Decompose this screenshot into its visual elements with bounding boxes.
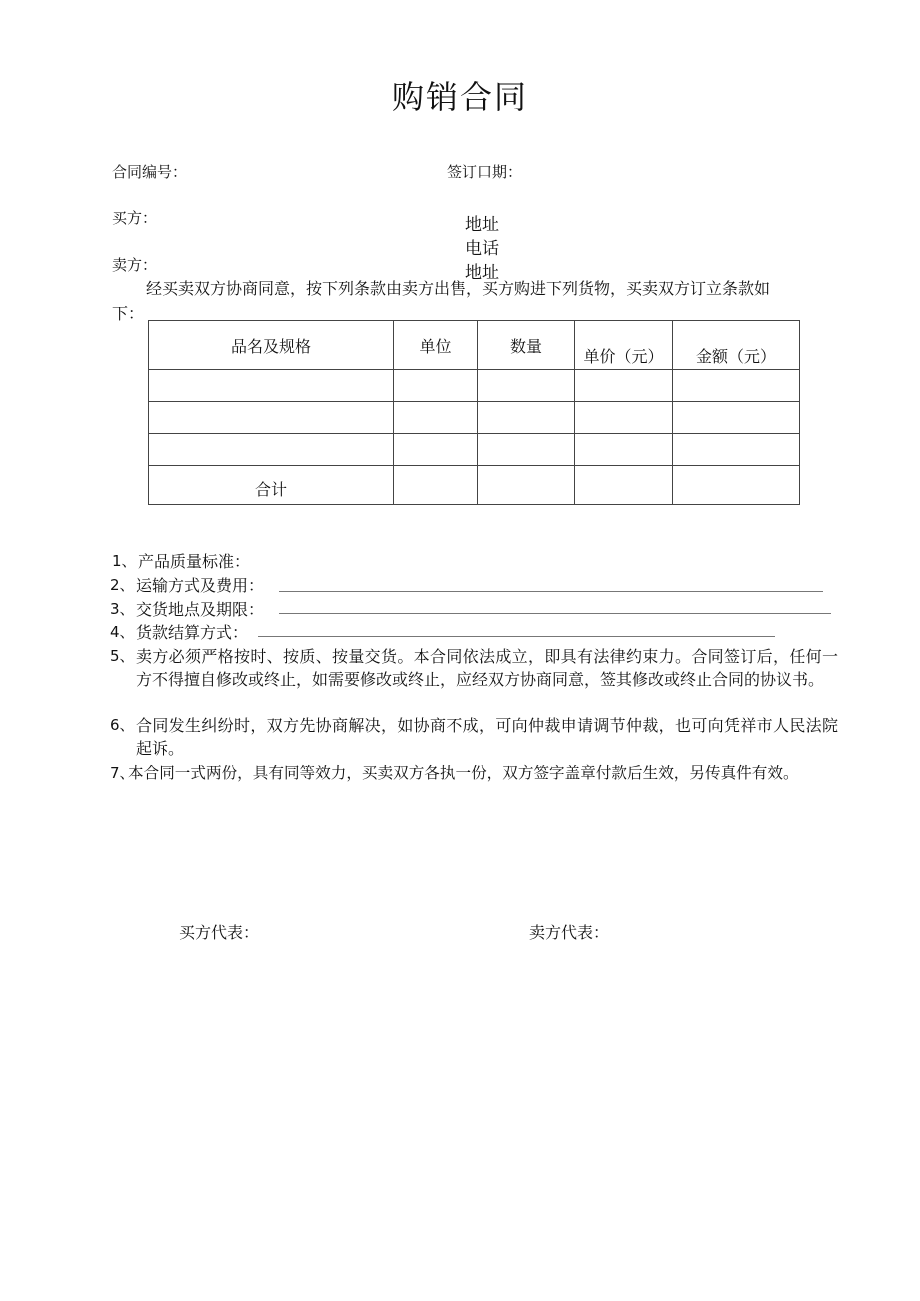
total-row [149,466,800,505]
table-cell[interactable] [478,466,575,505]
table-cell[interactable] [394,466,478,505]
table-cell[interactable] [575,434,673,466]
total-label: 合计 [149,466,394,505]
table-row [149,402,800,434]
table-cell[interactable] [149,370,394,402]
table-cell[interactable] [394,402,478,434]
table-cell[interactable] [673,370,800,402]
header-cell-unit-price: 单价（元） [575,321,673,370]
clause-number: 5、 [110,647,135,665]
table-cell[interactable] [478,434,575,466]
buyer-phone-label: 电话 [465,239,499,259]
clause-3 [110,598,830,621]
clause-number: 6、 [110,716,135,734]
header-cell-unit: 单位 [394,321,478,370]
clause-text: 运输方式及费用： [136,576,265,595]
payment-fill-line[interactable] [258,636,775,637]
table-cell[interactable] [394,370,478,402]
clause-text: 卖方必须严格按时、按质、按量交货。本合同依法成立，即具有法律约束力。合同签订后，任何一方不得擅自修改或终止，如需要修改或终止，应经双方协商同意，签其修改或终止合同的协议书。 [136,647,838,689]
table-cell[interactable] [394,434,478,466]
table-cell[interactable] [575,370,673,402]
table-cell[interactable] [478,402,575,434]
table-cell[interactable] [575,466,673,505]
document-title: 购销合同 [391,78,528,116]
clause-1 [112,550,832,573]
clause-text: 货款结算方式： [136,623,249,642]
transport-fill-line[interactable] [279,591,823,592]
table-cell[interactable] [673,402,800,434]
sign-date-label: 签订口期： [447,163,523,181]
clause-number: 1、 [112,552,137,570]
header-cell-quantity: 数量 [478,321,575,370]
seller-label: 卖方： [112,256,158,274]
goods-table [148,320,800,505]
goods-table-header-row [149,321,800,370]
clause-text: 产品质量标准： [138,552,251,571]
delivery-fill-line[interactable] [279,613,831,614]
header-cell-amount: 金额（元） [673,321,800,370]
buyer-label: 买方： [112,209,158,227]
table-cell[interactable] [149,402,394,434]
table-cell[interactable] [673,466,800,505]
clause-number: 4、 [110,623,135,641]
table-cell[interactable] [575,402,673,434]
buyer-representative-label: 买方代表： [179,923,260,942]
clause-7 [110,762,838,785]
clause-5 [110,645,838,715]
clause-text: 本合同一式两份，具有同等效力，买卖双方各执一份，双方签字盖章付款后生效，另传真件有效。 [128,764,799,782]
clause-number: 7、 [110,764,135,782]
table-row [149,370,800,402]
clause-text: 交货地点及期限： [136,600,265,619]
clause-number: 3、 [110,600,135,618]
clause-number: 2、 [110,576,135,594]
seller-representative-label: 卖方代表： [529,923,610,942]
clause-2 [110,574,830,597]
clause-6 [110,714,838,762]
table-cell[interactable] [478,370,575,402]
clause-text: 合同发生纠纷时，双方先协商解决，如协商不成，可向仲裁申请调节仲裁，也可向凭祥市人民法院起诉。 [136,716,838,758]
buyer-address-label: 地址 [465,215,499,235]
intro-paragraph-line1: 经买卖双方协商同意，按下列条款由卖方出售，买方购进下列货物，买卖双方订立条款如 [146,279,771,298]
table-cell[interactable] [673,434,800,466]
table-cell[interactable] [149,434,394,466]
seller-address-label: 地址 [465,263,499,283]
contract-number-label: 合同编号： [112,163,188,181]
intro-paragraph-line2: 下： [112,304,145,323]
table-row [149,434,800,466]
clause-4 [110,621,830,644]
header-cell-product-spec: 品名及规格 [149,321,394,370]
